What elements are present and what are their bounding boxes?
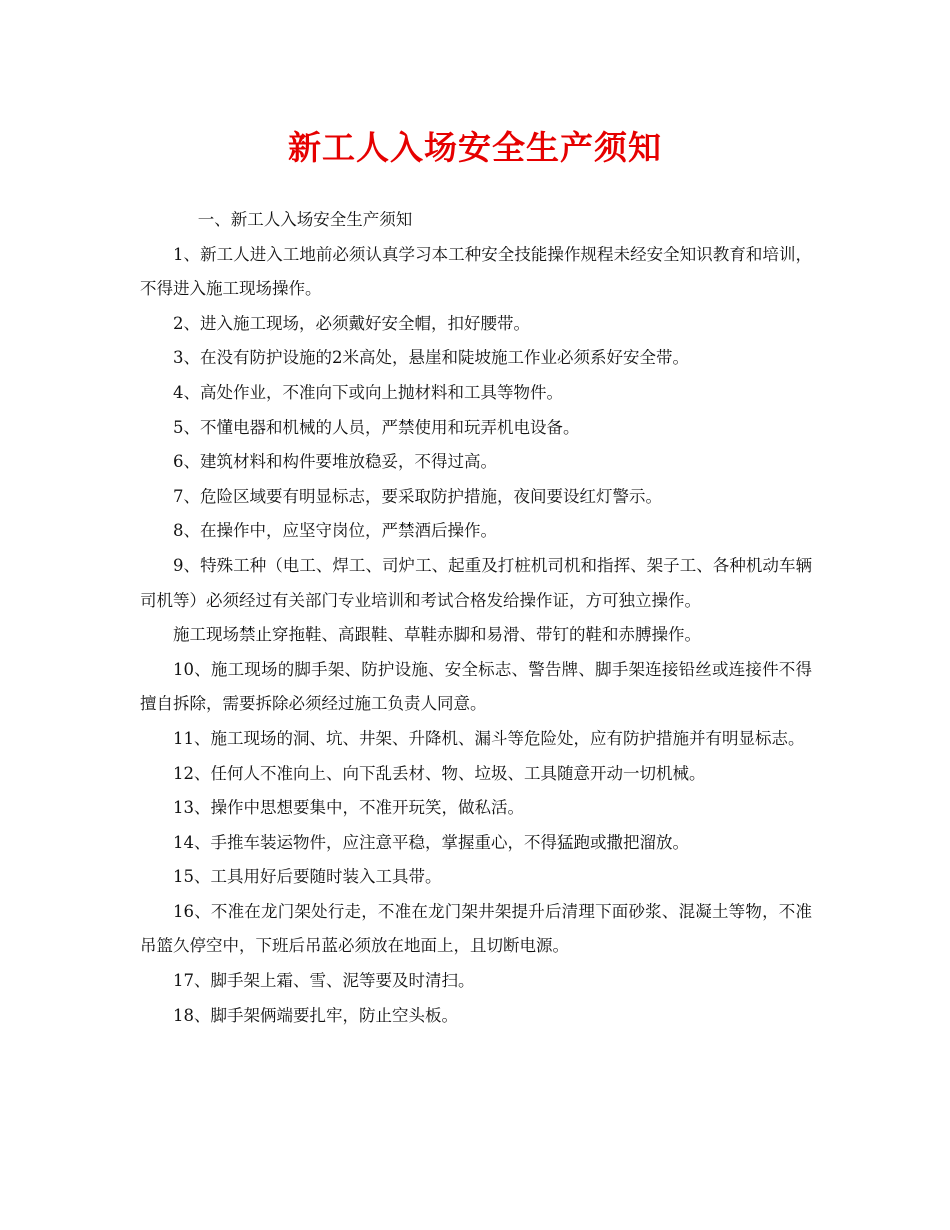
list-item-9: 9、特殊工种（电工、焊工、司炉工、起重及打桩机司机和指挥、架子工、各种机动车辆司机等）必须经过有关部门专业培训和考试合格发给操作证，方可独立操作。	[140, 555, 812, 610]
list-item-7: 7、危险区域要有明显标志，要采取防护措施，夜间要设红灯警示。	[173, 486, 662, 506]
section-heading: 一、新工人入场安全生产须知	[197, 210, 413, 229]
list-item-2: 2、进入施工现场，必须戴好安全帽，扣好腰带。	[173, 313, 530, 333]
document-body	[140, 203, 812, 1033]
list-item-3: 3、在没有防护设施的2米高处，悬崖和陡坡施工作业必须系好安全带。	[173, 348, 689, 368]
list-item-8: 8、在操作中，应坚守岗位，严禁酒后操作。	[173, 521, 497, 541]
list-item-17: 17、脚手架上霜、雪、泥等要及时清扫。	[173, 971, 475, 991]
list-item-11: 11、施工现场的洞、坑、井架、升降机、漏斗等危险处，应有防护措施并有明显标志。	[173, 728, 805, 748]
list-item-15: 15、工具用好后要随时装入工具带。	[173, 867, 442, 887]
list-item-18: 18、脚手架俩端要扎牢，防止空头板。	[173, 1005, 458, 1025]
list-item-4: 4、高处作业，不准向下或向上抛材料和工具等物件。	[173, 382, 563, 402]
list-item-1: 1、新工人进入工地前必须认真学习本工种安全技能操作规程未经安全知识教育和培训，不得进入施工现场操作。	[140, 244, 812, 299]
list-item-12: 12、任何人不准向上、向下乱丢材、物、垃圾、工具随意开动一切机械。	[173, 763, 706, 783]
page-title: 新工人入场安全生产须知	[288, 128, 662, 167]
list-item-10: 10、施工现场的脚手架、防护设施、安全标志、警告牌、脚手架连接铅丝或连接件不得擅自拆除，需要拆除必须经过施工负责人同意。	[140, 659, 812, 714]
list-item-14: 14、手推车装运物件，应注意平稳，掌握重心，不得猛跑或撒把溜放。	[173, 832, 689, 852]
list-item-5: 5、不懂电器和机械的人员，严禁使用和玩弄机电设备。	[173, 417, 580, 437]
list-item-16: 16、不准在龙门架处行走，不准在龙门架井架提升后清理下面砂浆、混凝土等物，不准吊篮久停空中，下班后吊蓝必须放在地面上，且切断电源。	[140, 901, 812, 956]
list-item-6: 6、建筑材料和构件要堆放稳妥，不得过高。	[173, 452, 497, 472]
list-item-13: 13、操作中思想要集中，不准开玩笑，做私活。	[173, 798, 524, 818]
list-item-footwear-rule: 施工现场禁止穿拖鞋、高跟鞋、草鞋赤脚和易滑、带钉的鞋和赤膊操作。	[173, 625, 701, 645]
